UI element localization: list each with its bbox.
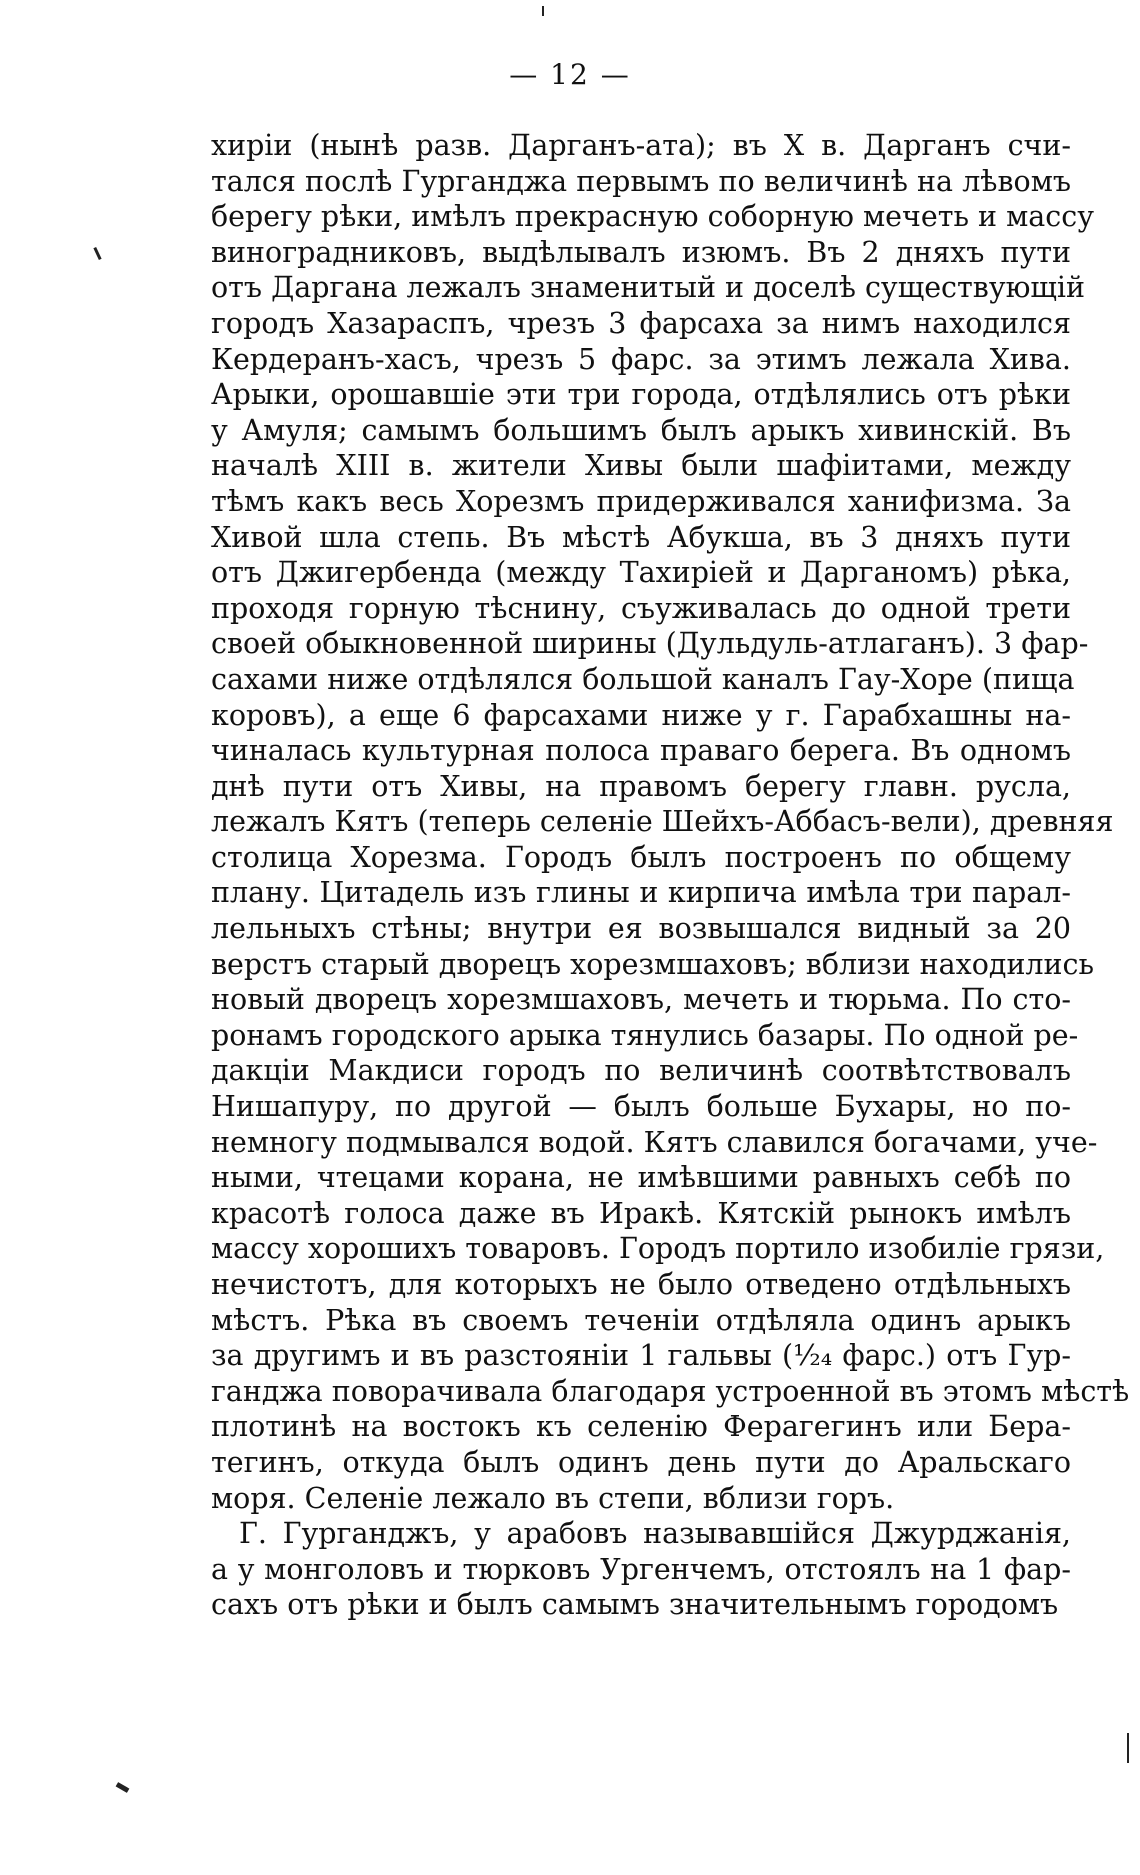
text-line: моря. Селеніе лежало въ степи, вблизи горъ.	[211, 1481, 895, 1515]
text-line: началѣ XIII в. жители Хивы были шафіитами, между	[211, 449, 1071, 483]
text-line: плану. Цитадель изъ глины и кирпича имѣла три парал-	[211, 876, 1071, 910]
text-line: своей обыкновенной ширины (Дульдуль-атлаганъ). 3 фар-	[211, 627, 1089, 661]
text-line: коровъ), а еще 6 фарсахами ниже у г. Гарабхашны на-	[211, 698, 1071, 732]
text-line: ронамъ городского арыка тянулись базары. По одной ре-	[211, 1018, 1079, 1052]
text-line: Хивой шла степь. Въ мѣстѣ Абукша, въ 3 дняхъ пути	[211, 520, 1071, 554]
page-number: — 12 —	[509, 58, 631, 91]
text-line: а у монголовъ и тюрковъ Ургенчемъ, отстоялъ на 1 фар-	[211, 1552, 1071, 1586]
text-line: дакціи Макдиси городъ по величинѣ соотвѣтствовалъ	[211, 1054, 1071, 1088]
text-line: у Амуля; самымъ большимъ былъ арыкъ хивинскій. Въ	[211, 413, 1071, 447]
text-line: плотинѣ на востокъ къ селенію Ферагегинъ или Бера-	[211, 1410, 1071, 1444]
text-line: тегинъ, откуда былъ одинъ день пути до Аральскаго	[211, 1445, 1071, 1479]
text-line: красотѣ голоса даже въ Иракѣ. Кятскій рынокъ имѣлъ	[211, 1196, 1071, 1230]
text-line: чиналась культурная полоса праваго берега. Въ одномъ	[211, 734, 1071, 768]
text-line: Г. Гурганджъ, у арабовъ называвшійся Джурджанія,	[239, 1517, 1071, 1551]
text-line: отъ Джигербенда (между Тахиріей и Дарганомъ) рѣка,	[211, 556, 1071, 590]
text-line: лельныхъ стѣны; внутри ея возвышался видный за 20	[211, 912, 1071, 946]
text-line: виноградниковъ, выдѣлывалъ изюмъ. Въ 2 дняхъ пути	[211, 235, 1071, 269]
text-line: верстъ старый дворецъ хорезмшаховъ; вблизи находились	[211, 947, 1095, 981]
text-line: Арыки, орошавшіе эти три города, отдѣлялись отъ рѣки	[211, 378, 1071, 412]
text-line: отъ Даргана лежалъ знаменитый и доселѣ существующій	[211, 271, 1086, 305]
text-line: сахъ отъ рѣки и былъ самымъ значительнымъ городомъ	[211, 1588, 1059, 1622]
text-line: хиріи (нынѣ разв. Дарганъ-ата); въ X в. Дарганъ счи-	[211, 129, 1071, 162]
text-line: столица Хорезма. Городъ былъ построенъ по общему	[211, 840, 1071, 874]
text-line: ганджа поворачивала благодаря устроенной въ этомъ мѣстѣ	[211, 1374, 1130, 1408]
text-line: за другимъ и въ разстояніи 1 гальвы (¹⁄₂₄ фарс.) отъ Гур-	[211, 1339, 1071, 1373]
text-line: лежалъ Кятъ (теперь селеніе Шейхъ-Аббасъ-вели), древняя	[211, 805, 1114, 839]
text-line: тѣмъ какъ весь Хорезмъ придерживался ханифизма. За	[211, 484, 1071, 518]
text-line: ными, чтецами корана, не имѣвшими равныхъ себѣ по	[211, 1161, 1071, 1195]
text-line: днѣ пути отъ Хивы, на правомъ берегу главн. русла,	[211, 769, 1071, 803]
text-line: мѣстъ. Рѣка въ своемъ теченіи отдѣляла одинъ арыкъ	[211, 1303, 1071, 1337]
scan-speck-left	[93, 247, 101, 260]
text-line: Кердеранъ-хасъ, чрезъ 5 фарс. за этимъ лежала Хива.	[211, 342, 1071, 376]
scan-speck-bottom-left	[116, 1782, 130, 1793]
text-line: тался послѣ Гурганджа первымъ по величинѣ на лѣвомъ	[211, 164, 1071, 198]
text-line: новый дворецъ хорезмшаховъ, мечеть и тюрьма. По сто-	[211, 983, 1071, 1017]
text-line: нечистотъ, для которыхъ не было отведено отдѣльныхъ	[211, 1268, 1071, 1301]
text-line: сахами ниже отдѣлялся большой каналъ Гау-Хоре (пища	[211, 662, 1075, 696]
text-line: немногу подмывался водой. Кятъ славился богачами, уче-	[211, 1125, 1098, 1159]
body-text	[211, 128, 1130, 1623]
text-line: городъ Хазараспъ, чрезъ 3 фарсаха за нимъ находился	[211, 306, 1071, 340]
text-line: Нишапуру, по другой — былъ больше Бухары, но по-	[211, 1090, 1071, 1124]
scan-speck-top	[542, 6, 544, 16]
text-line: берегу рѣки, имѣлъ прекрасную соборную мечеть и массу	[211, 200, 1094, 234]
text-line: массу хорошихъ товаровъ. Городъ портило изобиліе грязи,	[211, 1232, 1105, 1266]
scan-speck-right	[1127, 1733, 1129, 1763]
text-line: проходя горную тѣснину, съуживалась до одной трети	[211, 591, 1071, 625]
